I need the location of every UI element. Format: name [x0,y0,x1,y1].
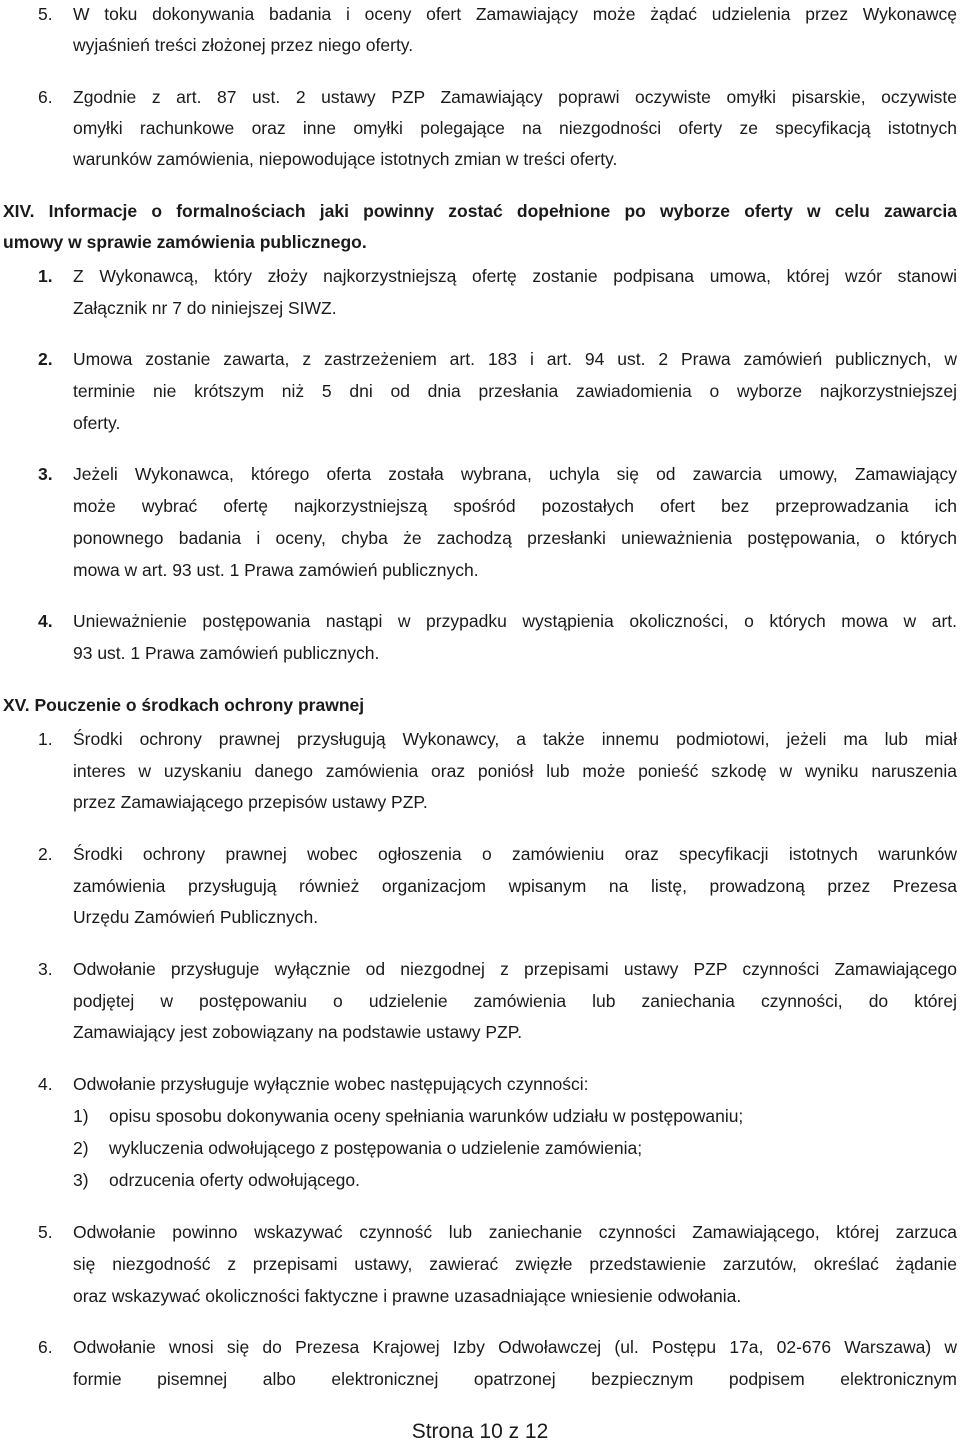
xiv-1-line-1: Z Wykonawcą, który złoży najkorzystniejszą ofertę zostanie podpisana umowa, której wzór stanowi [73,266,957,286]
xiv-2-line-1: Umowa zostanie zawarta, z zastrzeżeniem art. 183 i art. 94 ust. 2 Prawa zamówień publicznych, w [73,349,957,369]
xiv-3-line-3: ponownego badania i oceny, chyba że zachodzą przesłanki unieważnienia postępowania, o których [73,528,957,548]
subitem-number: 1) [73,1106,89,1126]
xv-5-line-3: oraz wskazywać okoliczności faktyczne i prawne uzasadniające wniesienie odwołania. [73,1286,742,1306]
xv-4-subitem-3: odrzucenia oferty odwołującego. [109,1170,360,1190]
item-number: 6. [38,87,53,107]
xv-4-subitem-1: opisu sposobu dokonywania oceny spełniania warunków udziału w postępowaniu; [109,1106,744,1126]
xv-4-subitem-2: wykluczenia odwołującego z postępowania o udzielenie zamówienia; [109,1138,643,1158]
xv-1-line-3: przez Zamawiającego przepisów ustawy PZP. [73,792,428,812]
xv-4-line-1: Odwołanie przysługuje wyłącznie wobec następujących czynności: [73,1074,589,1094]
xv-5-line-1: Odwołanie powinno wskazywać czynność lub zaniechanie czynności Zamawiającego, której zarzuca [73,1222,957,1242]
item-number: 1. [38,266,53,286]
item-number: 3. [38,959,53,979]
item-number: 5. [38,1222,53,1242]
xiv-2-line-2: terminie nie krótszym niż 5 dni od dnia przesłania zawiadomienia o wyborze najkorzystniejszej [73,381,957,401]
section-xv-heading: XV. Pouczenie o środkach ochrony prawnej [3,695,365,715]
subitem-number: 3) [73,1170,89,1190]
item-number: 5. [38,4,53,24]
xv-6-line-1: Odwołanie wnosi się do Prezesa Krajowej Izby Odwoławczej (ul. Postępu 17a, 02-676 Warszawa) w [73,1337,957,1357]
xv-5-line-2: się niezgodność z przepisami ustawy, zawierać zwięzłe przedstawienie zarzutów, określać żądanie [73,1254,957,1274]
xiv-4-line-2: 93 ust. 1 Prawa zamówień publicznych. [73,643,380,663]
item-number: 1. [38,729,53,749]
xv-2-line-3: Urzędu Zamówień Publicznych. [73,907,319,927]
item-number: 6. [38,1337,53,1357]
item-number: 2. [38,844,53,864]
item-6-line-1: Zgodnie z art. 87 ust. 2 ustawy PZP Zamawiający poprawi oczywiste omyłki pisarskie, oczywiste [73,87,957,107]
xiv-2-line-3: oferty. [73,413,121,433]
xv-2-line-2: zamówienia przysługują również organizacjom wpisanym na listę, prowadzoną przez Prezesa [73,876,957,896]
item-number: 2. [38,349,53,369]
xv-1-line-2: interes w uzyskaniu danego zamówienia oraz poniósł lub może ponieść szkodę w wyniku naruszenia [73,761,957,781]
item-number: 3. [38,464,53,484]
xv-2-line-1: Środki ochrony prawnej wobec ogłoszenia o zamówieniu oraz specyfikacji istotnych warunków [73,844,957,864]
section-xiv-heading: XIV. Informacje o formalnościach jaki powinny zostać dopełnione po wyborze oferty w celu zawarcia [3,201,957,221]
item-6-line-3: warunków zamówienia, niepowodujące istotnych zmian w treści oferty. [73,149,618,169]
section-xiv-heading-cont: umowy w sprawie zamówienia publicznego. [3,232,367,252]
item-5-line-2: wyjaśnień treści złożonej przez niego oferty. [73,35,414,55]
xiv-4-line-1: Unieważnienie postępowania nastąpi w przypadku wystąpienia okoliczności, o których mowa w art. [73,611,957,631]
subitem-number: 2) [73,1138,89,1158]
xv-3-line-3: Zamawiający jest zobowiązany na podstawie ustawy PZP. [73,1022,523,1042]
item-number: 4. [38,1074,53,1094]
page-footer: Strona 10 z 12 [411,1420,549,1443]
item-5-line-1: W toku dokonywania badania i oceny ofert Zamawiający może żądać udzielenia przez Wykonawcę [73,4,957,24]
xiv-3-line-1: Jeżeli Wykonawca, którego oferta została wybrana, uchyla się od zawarcia umowy, Zamawiający [73,464,957,484]
xv-6-line-2: formie pisemnej albo elektronicznej opatrzonej bezpiecznym podpisem elektronicznym [73,1369,957,1389]
item-6-line-2: omyłki rachunkowe oraz inne omyłki polegające na niezgodności oferty ze specyfikacją istotnych [73,118,957,138]
xiv-1-line-2: Załącznik nr 7 do niniejszej SIWZ. [73,298,337,318]
xiv-3-line-2: może wybrać ofertę najkorzystniejszą spośród pozostałych ofert bez przeprowadzania ich [73,496,957,516]
xiv-3-line-4: mowa w art. 93 ust. 1 Prawa zamówień publicznych. [73,560,479,580]
xv-1-line-1: Środki ochrony prawnej przysługują Wykonawcy, a także innemu podmiotowi, jeżeli ma lub miał [73,729,957,749]
xv-3-line-1: Odwołanie przysługuje wyłącznie od niezgodnej z przepisami ustawy PZP czynności Zamawiającego [73,959,957,979]
xv-3-line-2: podjętej w postępowaniu o udzielenie zamówienia lub zaniechania czynności, do której [73,991,957,1011]
item-number: 4. [38,611,53,631]
